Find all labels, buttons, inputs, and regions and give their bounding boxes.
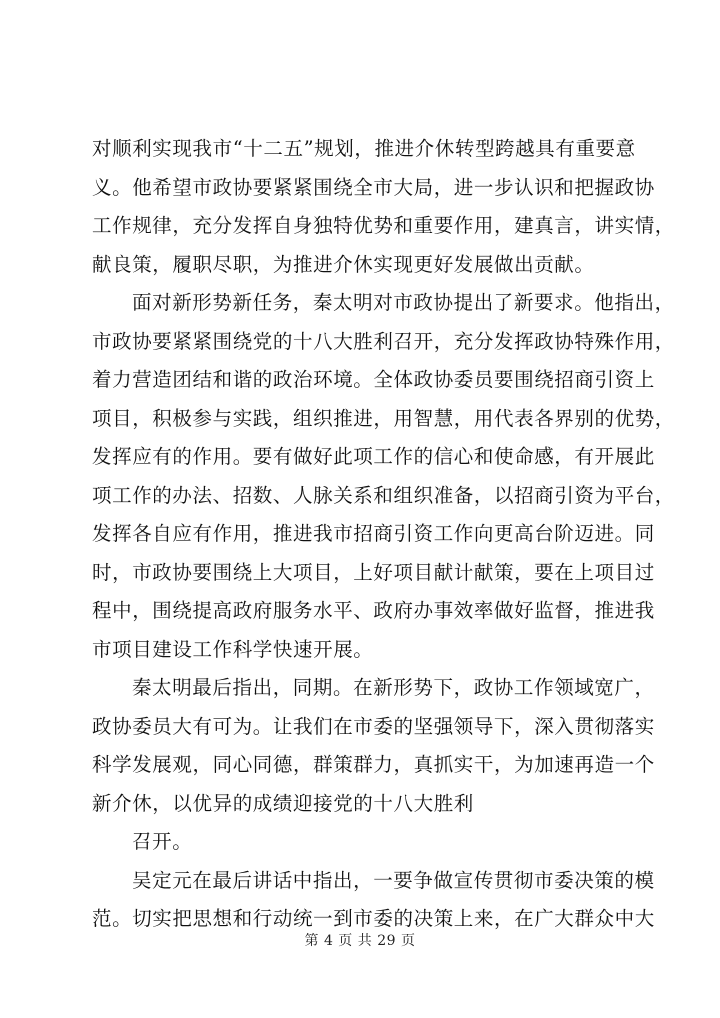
text-line: 义。他希望市政协要紧紧围绕全市大局，进一步认识和把握政协 [92,175,655,199]
text-line: 工作规律，充分发挥自身独特优势和重要作用，建真言，讲实情， [92,214,675,237]
text-line: 项工作的办法、招数、人脉关系和组织准备，以招商引资为平台， [92,483,675,507]
text-line: 秦太明最后指出，同期。在新形势下，政协工作领域宽广， [132,676,655,699]
text-line: 吴定元在最后讲话中指出，一要争做宣传贯彻市委决策的模 [132,868,655,892]
text-line: 程中，围绕提高政府服务水平、政府办事效率做好监督，推进我 [92,599,655,622]
text-line: 发挥应有的作用。要有做好此项工作的信心和使命感，有开展此 [92,445,655,468]
text-line: 着力营造团结和谐的政治环境。全体政协委员要围绕招商引资上 [92,368,655,391]
text-line: 科学发展观，同心同德，群策群力，真抓实干，为加速再造一个 [92,753,655,776]
text-line: 献良策，履职尽职，为推进介休实现更好发展做出贡献。 [92,252,595,276]
text-line: 召开。 [132,830,193,853]
page-number-footer: 第 4 页 共 29 页 [304,933,416,949]
body-text [92,130,675,939]
text-line: 发挥各自应有作用，推进我市招商引资工作向更高台阶迈进。同 [92,522,655,545]
text-line: 政协委员大有可为。让我们在市委的坚强领导下，深入贯彻落实 [92,714,655,738]
text-line: 市项目建设工作科学快速开展。 [92,637,374,661]
text-line: 面对新形势新任务，秦太明对市政协提出了新要求。他指出， [132,291,675,314]
text-line: 范。切实把思想和行动统一到市委的决策上来，在广大群众中大 [92,907,655,930]
text-line: 新介休，以优异的成绩迎接党的十八大胜利 [92,791,474,815]
text-line: 对顺利实现我市“十二五”规划，推进介休转型跨越具有重要意 [92,137,636,160]
text-line: 项目，积极参与实践，组织推进，用智慧，用代表各界别的优势， [92,406,675,430]
text-line: 市政协要紧紧围绕党的十八大胜利召开，充分发挥政协特殊作用， [92,329,675,353]
text-line: 时，市政协要围绕上大项目，上好项目献计献策，要在上项目过 [92,560,655,584]
